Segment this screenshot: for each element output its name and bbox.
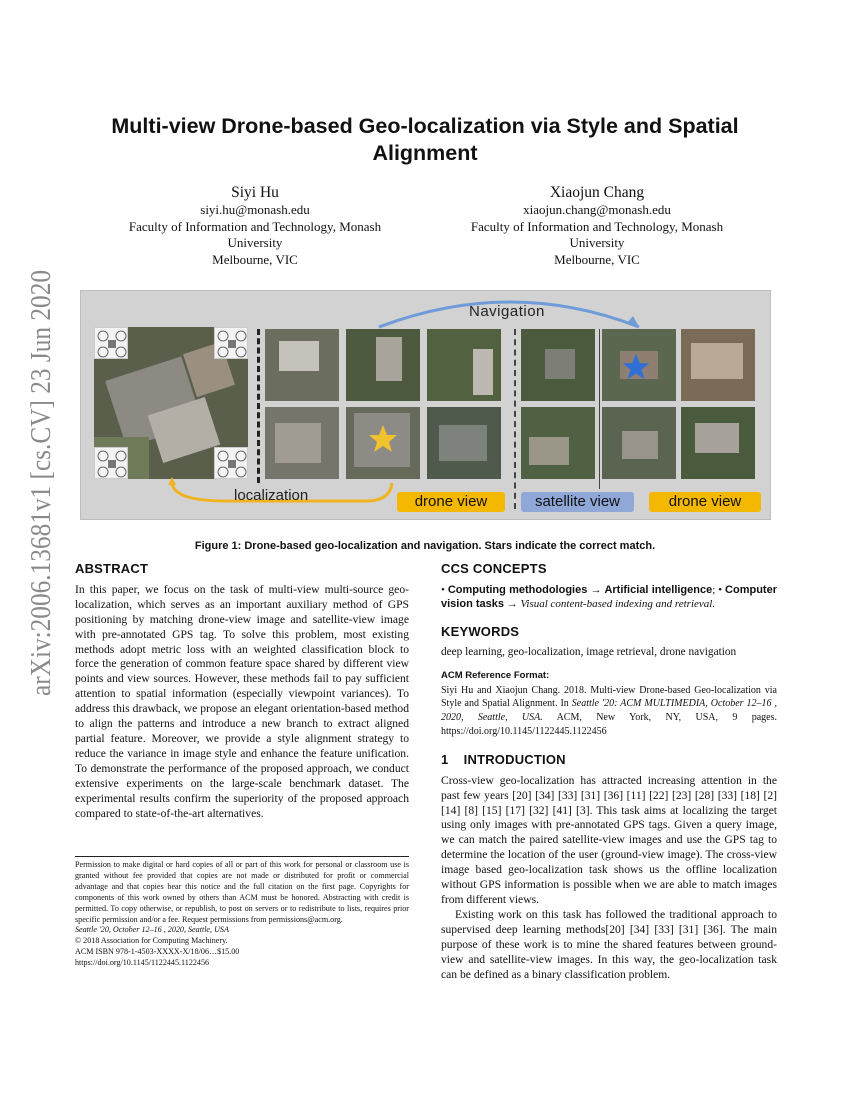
ccs-heading: CCS CONCEPTS (441, 561, 547, 576)
acm-ref-heading: ACM Reference Format: (441, 669, 550, 681)
author-location: Melbourne, VIC (554, 251, 640, 267)
drone-icon (94, 447, 128, 479)
author-name: Siyi Hu (231, 184, 279, 201)
drone-icon (94, 327, 128, 359)
satellite-gallery-image (265, 407, 339, 479)
abstract-text: In this paper, we focus on the task of multi-view multi-source geo-localization, which serves as an important auxiliary method of GPS positioning by matching drone-view image and satellite-view image with pre-annotated GPS tag. To solve this problem, most existing methods adopt metric loss with an weighted classification block to force the generation of common feature space shared by different view points and view sources. However, these methods fail to pay sufficient attention to spatial information (especially viewpoint variances). To address this drawback, we propose an elegant orientation-based method to align the patterns and introduce a new branch to extract aligned partial feature. Moreover, we provide a style alignment strategy to reduce the variance in image style and enhance the feature unification. To demonstrate the performance of the proposed approach, we conduct extensive experiments on the large-scale benchmark dataset. The experimental results confirm the superiority of the proposed approach compared to state-of-the-art alternatives. (75, 582, 409, 820)
right-column (441, 562, 777, 982)
keywords-heading: KEYWORDS (441, 623, 520, 639)
star-icon (622, 353, 650, 381)
abstract-heading: ABSTRACT (75, 561, 149, 576)
copyright-line: © 2018 Association for Computing Machinery. (75, 936, 228, 946)
ccs-concept-2-sub: Visual content-based indexing and retrieval. (520, 598, 716, 611)
ccs-concept-2: Computer vision tasks (441, 583, 777, 611)
satellite-view-label: satellite view (521, 492, 634, 512)
divider (514, 329, 516, 509)
author-block (447, 183, 747, 268)
isbn-line: ACM ISBN 978-1-4503-XXXX-X/18/06…$15.00 (75, 947, 240, 957)
drone-gallery-image (602, 407, 676, 479)
permission-notice: Permission to make digital or hard copies of all or part of this work for personal or classroom use is granted without fee provided that copies are not made or distributed for profit or commercial advantage and that copies bear this notice and the full citation on the first page. Copyrights for components of this work owned by others than ACM must be honored. Abstracting with credit is permitted. To copy otherwise, or republish, to post on servers or to redistribute to lists, requires prior specific permission and/or a fee. Request permissions from permissions@acm.org. (75, 860, 409, 924)
drone-icon (214, 327, 248, 359)
arxiv-stamp (14, 268, 62, 698)
figure-1 (80, 290, 771, 520)
divider (599, 329, 600, 489)
satellite-gallery-image (427, 329, 501, 401)
drone-icon (214, 447, 248, 479)
author-email[interactable]: xiaojun.chang@monash.edu (523, 202, 671, 217)
arxiv-id: arXiv:2006.13681v1 [cs.CV] 23 Jun 2020 (26, 268, 57, 696)
footnote (75, 860, 409, 969)
satellite-query-image (521, 407, 595, 479)
introduction-paragraph: Cross-view geo-localization has attracted increasing attention in the past few years [20] [34] [33] [31] [36] [11] [22] [23] [28] [33] [18] [2] [14] [8] [15] [17] [32] [41] [3]. This task aims at localizing the target using only images with pre-annotated GPS tags. Given a query image, we can match the paired satellite-view images and use the GPS tag to determine the location of the user (ground-view image). The cross-view image based geo-localization task shows us the offline localization without GPS information is possible when we are able to match images from different views. (441, 773, 777, 906)
author-name: Xiaojun Chang (549, 184, 645, 201)
introduction-body (441, 774, 777, 983)
author-block (105, 183, 405, 268)
author-location: Melbourne, VIC (212, 251, 298, 267)
satellite-gallery-image (346, 329, 420, 401)
satellite-gallery-image (265, 329, 339, 401)
drone-view-label: drone view (397, 492, 505, 512)
acm-ref-text (441, 684, 777, 739)
satellite-query-image (521, 329, 595, 401)
ccs-concept-1: Computing methodologies → Artificial intelligence (447, 583, 713, 596)
author-affiliation: Faculty of Information and Technology, Monash University (128, 218, 382, 250)
drone-gallery-image (681, 329, 755, 401)
ccs-concepts (441, 583, 777, 612)
drone-view-label: drone view (649, 492, 761, 512)
satellite-gallery-image (427, 407, 501, 479)
author-affiliation: Faculty of Information and Technology, Monash University (470, 218, 724, 250)
ccs-bullet: • (441, 583, 448, 596)
acm-ref-plain: Siyi Hu and Xiaojun Chang. 2018. Multi-view Drone-based Geo-localization via Style and Spatial Alignment. In (441, 684, 777, 710)
introduction-paragraph: Existing work on this task has followed the traditional approach to supervised deep learning methods[20] [34] [33] [31] [36]. The main purpose of these work is to mine the shared features between ground-view and satellite-view images. In this way, the geo-localization task can be defined as a binary classification problem. (441, 907, 777, 981)
doi-link[interactable]: https://doi.org/10.1145/1122445.1122456 (75, 958, 210, 968)
localization-label: localization (234, 487, 309, 504)
drone-gallery-image (681, 407, 755, 479)
figure-caption: Figure 1: Drone-based geo-localization and navigation. Stars indicate the correct match. (194, 540, 656, 552)
introduction-heading: 1 INTRODUCTION (441, 751, 566, 767)
divider (257, 329, 260, 483)
paper-title: Multi-view Drone-based Geo-localization via Style and Spatial Alignment (111, 114, 739, 165)
venue-line: Seattle '20, October 12–16 , 2020, Seattle, USA (75, 925, 229, 935)
acm-ref-rest: ACM, New York, NY, USA, 9 pages. https://doi.org/10.1145/1122445.1122456 (441, 712, 777, 738)
footnote-rule (75, 856, 409, 857)
acm-ref-venue: Seattle '20: ACM MULTIMEDIA, October 12–16 , 2020, Seattle, USA. (441, 698, 778, 724)
navigation-label: Navigation (469, 303, 545, 320)
ccs-separator: ; • (712, 583, 726, 596)
ccs-arrow: → (503, 598, 521, 611)
author-email[interactable]: siyi.hu@monash.edu (200, 202, 310, 217)
keywords-text: deep learning, geo-localization, image retrieval, drone navigation (441, 645, 737, 658)
abstract-section (75, 562, 409, 821)
star-icon (368, 424, 398, 454)
